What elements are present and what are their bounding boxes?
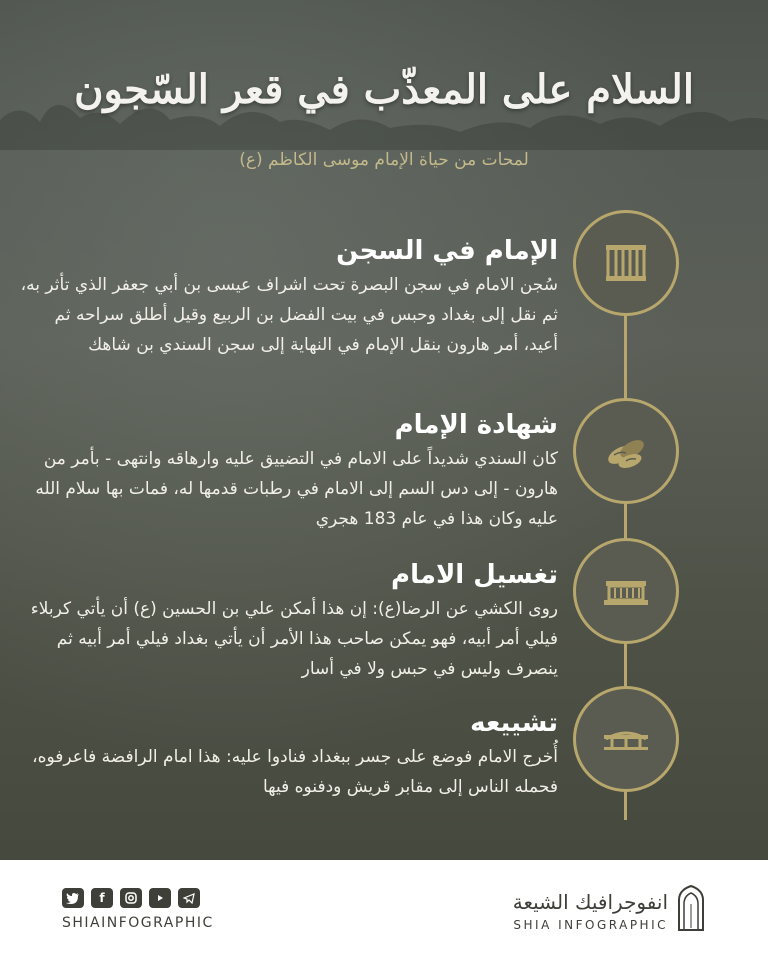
brand-logo-icon <box>676 884 706 932</box>
section-body: روى الكشي عن الرضا(ع): إن هذا أمكن علي بن الحسين (ع) أن يأتي كربلاء فيلي أمر أبيه، فهو يمكن صاحب هذا الأمر أن يأتي بغداد فيلي أمر أبيه ثم ينصرف وليس في حبس ولا في أسار <box>30 599 558 679</box>
brand-name <box>513 890 668 932</box>
section-imam-in-prison <box>18 236 558 360</box>
social-handle: SHIAINFOGRAPHIC <box>62 915 214 931</box>
brand-name-english: SHIA INFOGRAPHIC <box>513 918 668 932</box>
page-subtitle: لمحات من حياة الإمام موسى الكاظم (ع) <box>239 150 529 170</box>
section-martyrdom <box>18 410 558 534</box>
section-funeral <box>18 708 558 802</box>
bier-icon <box>600 565 652 617</box>
prison-bars-icon <box>600 237 652 289</box>
dates-icon <box>600 425 652 477</box>
footer <box>0 860 768 960</box>
section-heading: تشييعه <box>470 708 558 738</box>
social-links <box>62 888 200 908</box>
page-title: السلام على المعذّب في قعر السّجون <box>74 66 694 113</box>
section-washing <box>18 560 558 684</box>
brand-name-arabic: انفوجرافيك الشيعة <box>512 890 668 914</box>
section-heading: شهادة الإمام <box>394 410 558 440</box>
twitter-icon[interactable] <box>62 888 84 908</box>
bridge-icon <box>600 713 652 765</box>
section-body: سُجن الامام في سجن البصرة تحت اشراف عيسى بن أبي جعفر الذي تأثر به، ثم نقل إلى بغداد وحبس في بيت الفضل بن الربيع وقيل أطلق سراحه ثم أعيد، أمر هارون بنقل الإمام في النهاية إلى سجن السندي بن شاهك <box>20 275 558 355</box>
section-body: كان السندي شديداً على الامام في التضييق عليه وارهاقه وانتهى - بأمر من هارون - إلى دس السم إلى الامام في رطبات قدمها له، فمات بها سلام الله عليه وكان هذا في عام 183 هجري <box>35 449 558 529</box>
telegram-icon[interactable] <box>178 888 200 908</box>
section-heading: الإمام في السجن <box>336 236 558 266</box>
youtube-icon[interactable] <box>149 888 171 908</box>
timeline-node-bridge <box>573 686 679 792</box>
instagram-icon[interactable] <box>120 888 142 908</box>
timeline-node-prison <box>573 210 679 316</box>
facebook-icon[interactable]: f <box>91 888 113 908</box>
section-body: أُخرج الامام فوضع على جسر ببغداد فنادوا عليه: هذا امام الرافضة فاعرفوه، فحمله الناس إلى مقابر قريش ودفنوه فيها <box>32 747 558 797</box>
timeline-node-bier <box>573 538 679 644</box>
timeline-node-dates <box>573 398 679 504</box>
section-heading: تغسيل الامام <box>391 560 558 590</box>
